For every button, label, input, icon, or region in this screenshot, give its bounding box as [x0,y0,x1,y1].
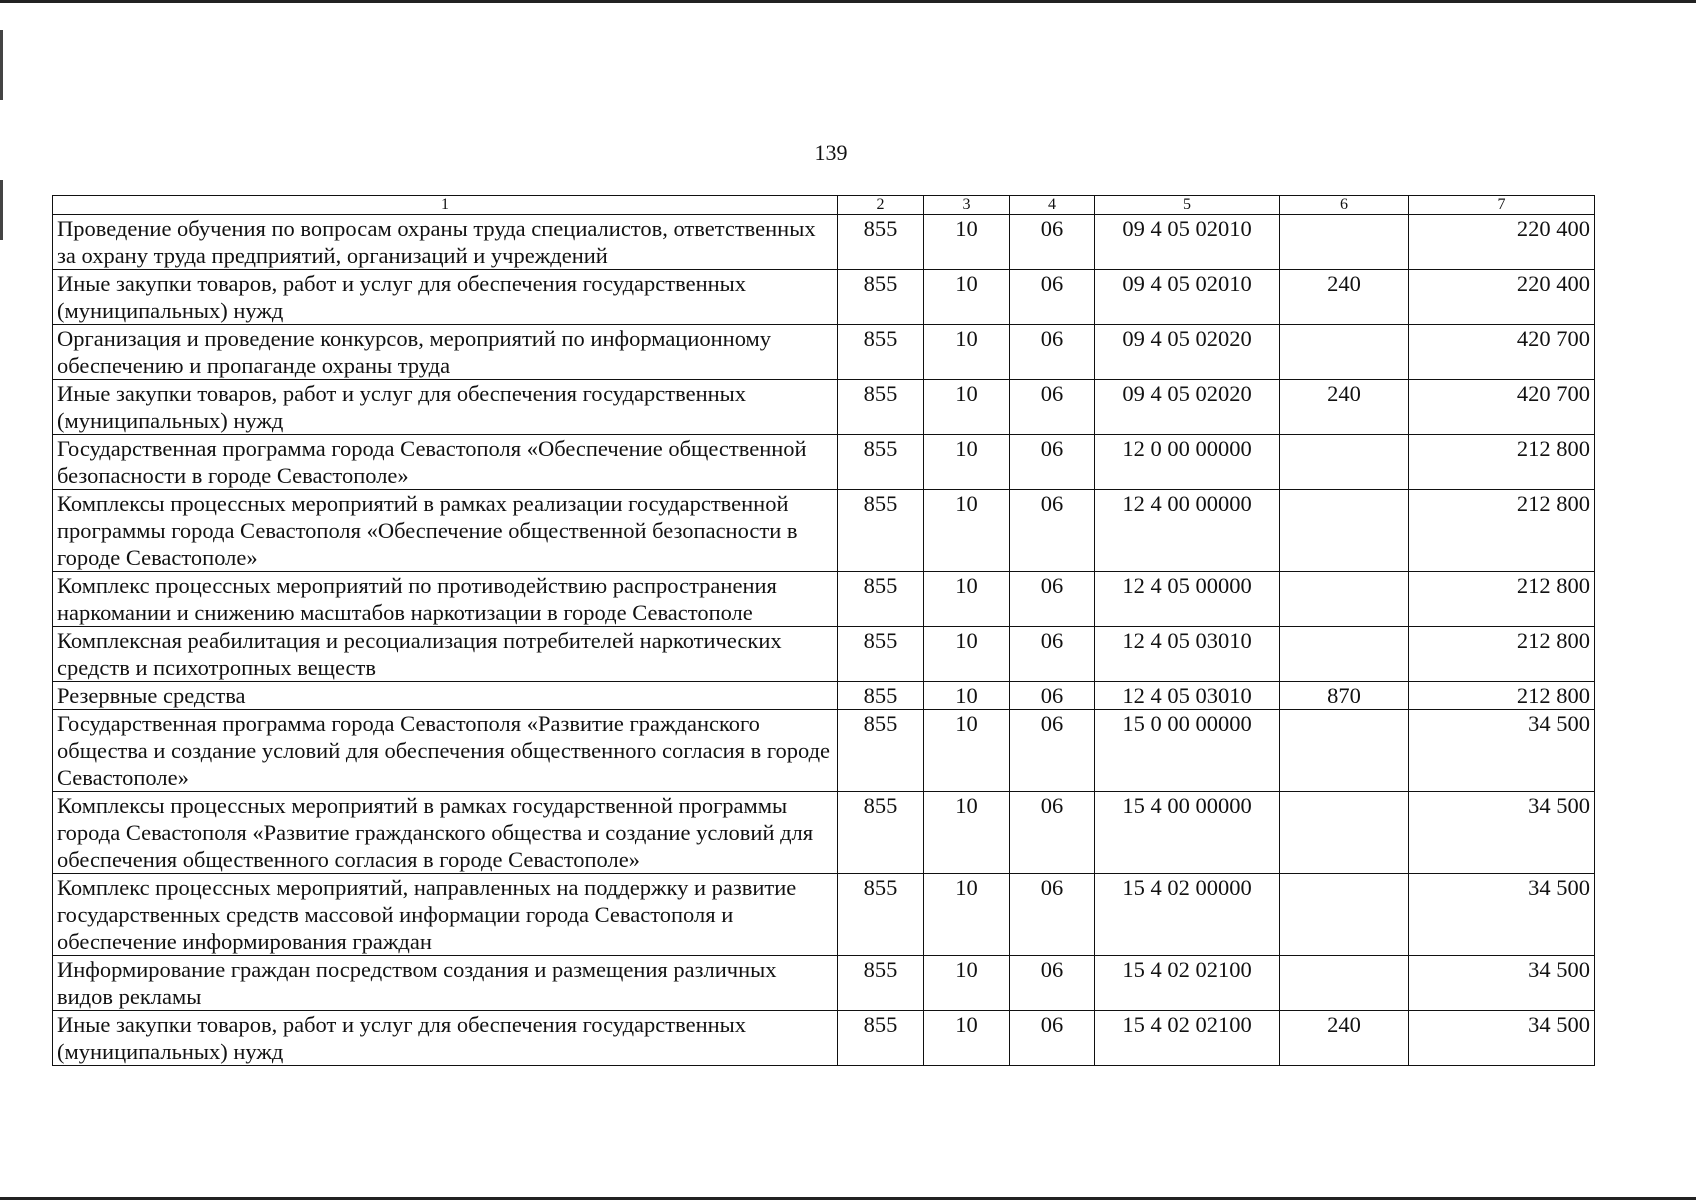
page-number: 139 [814,140,848,165]
expense-name-cell: Резервные средства [53,682,838,710]
target-article-cell: 15 4 02 02100 [1095,956,1280,1011]
table-row [53,380,1595,435]
target-article-cell: 12 4 05 03010 [1095,682,1280,710]
section-code-cell: 10 [924,435,1010,490]
expense-type-cell [1280,792,1409,874]
amount-cell: 34 500 [1409,710,1595,792]
amount-cell: 212 800 [1409,435,1595,490]
table-row [53,270,1595,325]
expense-name-cell: Государственная программа города Севастополя «Развитие гражданского общества и создание условий для обеспечения общественного согласия в городе Севастополе» [53,710,838,792]
expense-type-cell: 240 [1280,1011,1409,1066]
expense-name-cell: Иные закупки товаров, работ и услуг для обеспечения государственных (муниципальных) нужд [53,1011,838,1066]
ministry-code-cell: 855 [838,215,924,270]
target-article-cell: 12 4 00 00000 [1095,490,1280,572]
table-row [53,1011,1595,1066]
table-row [53,682,1595,710]
amount-cell: 212 800 [1409,490,1595,572]
column-header: 3 [924,196,1010,215]
expense-name-cell: Организация и проведение конкурсов, мероприятий по информационному обеспечению и пропаганде охраны труда [53,325,838,380]
ministry-code-cell: 855 [838,325,924,380]
expense-name-cell: Проведение обучения по вопросам охраны труда специалистов, ответственных за охрану труда предприятий, организаций и учреждений [53,215,838,270]
expense-name-cell: Комплексы процессных мероприятий в рамках государственной программы города Севастополя «Развитие гражданского общества и создание условий для обеспечения общественного согласия в городе Севастополе» [53,792,838,874]
column-header: 5 [1095,196,1280,215]
expense-type-cell [1280,710,1409,792]
subsection-code-cell: 06 [1010,270,1095,325]
column-header: 1 [53,196,838,215]
expense-type-cell [1280,627,1409,682]
table-header-row [53,196,1595,215]
scan-border-left [0,180,3,240]
table-row [53,627,1595,682]
expense-type-cell: 870 [1280,682,1409,710]
amount-cell: 34 500 [1409,1011,1595,1066]
column-header: 7 [1409,196,1595,215]
section-code-cell: 10 [924,270,1010,325]
table-row [53,325,1595,380]
subsection-code-cell: 06 [1010,325,1095,380]
target-article-cell: 15 4 02 00000 [1095,874,1280,956]
table-row [53,215,1595,270]
target-article-cell: 12 0 00 00000 [1095,435,1280,490]
section-code-cell: 10 [924,956,1010,1011]
scan-border-top [0,0,1696,3]
column-header: 6 [1280,196,1409,215]
amount-cell: 220 400 [1409,215,1595,270]
amount-cell: 212 800 [1409,572,1595,627]
target-article-cell: 15 4 02 02100 [1095,1011,1280,1066]
expense-name-cell: Комплексная реабилитация и ресоциализация потребителей наркотических средств и психотропных веществ [53,627,838,682]
amount-cell: 212 800 [1409,682,1595,710]
expense-type-cell [1280,215,1409,270]
subsection-code-cell: 06 [1010,710,1095,792]
target-article-cell: 15 0 00 00000 [1095,710,1280,792]
subsection-code-cell: 06 [1010,572,1095,627]
table-row [53,435,1595,490]
ministry-code-cell: 855 [838,490,924,572]
section-code-cell: 10 [924,380,1010,435]
amount-cell: 420 700 [1409,380,1595,435]
subsection-code-cell: 06 [1010,627,1095,682]
amount-cell: 220 400 [1409,270,1595,325]
column-header: 4 [1010,196,1095,215]
ministry-code-cell: 855 [838,380,924,435]
table-row [53,490,1595,572]
subsection-code-cell: 06 [1010,956,1095,1011]
section-code-cell: 10 [924,682,1010,710]
section-code-cell: 10 [924,710,1010,792]
section-code-cell: 10 [924,325,1010,380]
expense-type-cell: 240 [1280,380,1409,435]
expense-name-cell: Иные закупки товаров, работ и услуг для обеспечения государственных (муниципальных) нужд [53,380,838,435]
section-code-cell: 10 [924,215,1010,270]
column-header: 2 [838,196,924,215]
scan-border-left [0,30,3,100]
target-article-cell: 09 4 05 02020 [1095,380,1280,435]
table-row [53,956,1595,1011]
expense-name-cell: Государственная программа города Севастополя «Обеспечение общественной безопасности в городе Севастополе» [53,435,838,490]
subsection-code-cell: 06 [1010,874,1095,956]
ministry-code-cell: 855 [838,435,924,490]
subsection-code-cell: 06 [1010,792,1095,874]
subsection-code-cell: 06 [1010,490,1095,572]
amount-cell: 212 800 [1409,627,1595,682]
table-row [53,710,1595,792]
expense-name-cell: Иные закупки товаров, работ и услуг для обеспечения государственных (муниципальных) нужд [53,270,838,325]
budget-table [52,195,1595,1066]
amount-cell: 34 500 [1409,792,1595,874]
expense-type-cell [1280,435,1409,490]
target-article-cell: 15 4 00 00000 [1095,792,1280,874]
target-article-cell: 12 4 05 00000 [1095,572,1280,627]
section-code-cell: 10 [924,1011,1010,1066]
subsection-code-cell: 06 [1010,1011,1095,1066]
ministry-code-cell: 855 [838,627,924,682]
target-article-cell: 09 4 05 02020 [1095,325,1280,380]
amount-cell: 34 500 [1409,874,1595,956]
expense-type-cell [1280,874,1409,956]
ministry-code-cell: 855 [838,874,924,956]
ministry-code-cell: 855 [838,270,924,325]
section-code-cell: 10 [924,490,1010,572]
expense-name-cell: Информирование граждан посредством создания и размещения различных видов рекламы [53,956,838,1011]
subsection-code-cell: 06 [1010,380,1095,435]
ministry-code-cell: 855 [838,956,924,1011]
table-row [53,572,1595,627]
target-article-cell: 12 4 05 03010 [1095,627,1280,682]
expense-type-cell [1280,572,1409,627]
amount-cell: 420 700 [1409,325,1595,380]
expense-name-cell: Комплекс процессных мероприятий, направленных на поддержку и развитие государственных средств массовой информации города Севастополя и обеспечение информирования граждан [53,874,838,956]
section-code-cell: 10 [924,792,1010,874]
target-article-cell: 09 4 05 02010 [1095,270,1280,325]
expense-type-cell [1280,956,1409,1011]
target-article-cell: 09 4 05 02010 [1095,215,1280,270]
subsection-code-cell: 06 [1010,215,1095,270]
section-code-cell: 10 [924,572,1010,627]
amount-cell: 34 500 [1409,956,1595,1011]
ministry-code-cell: 855 [838,572,924,627]
ministry-code-cell: 855 [838,792,924,874]
subsection-code-cell: 06 [1010,435,1095,490]
ministry-code-cell: 855 [838,710,924,792]
subsection-code-cell: 06 [1010,682,1095,710]
ministry-code-cell: 855 [838,1011,924,1066]
section-code-cell: 10 [924,627,1010,682]
expense-name-cell: Комплексы процессных мероприятий в рамках реализации государственной программы города Севастополя «Обеспечение общественной безопасности в городе Севастополе» [53,490,838,572]
expense-type-cell [1280,490,1409,572]
expense-type-cell [1280,325,1409,380]
table-row [53,874,1595,956]
ministry-code-cell: 855 [838,682,924,710]
expense-name-cell: Комплекс процессных мероприятий по противодействию распространения наркомании и снижению масштабов наркотизации в городе Севастополе [53,572,838,627]
expense-type-cell: 240 [1280,270,1409,325]
section-code-cell: 10 [924,874,1010,956]
table-row [53,792,1595,874]
